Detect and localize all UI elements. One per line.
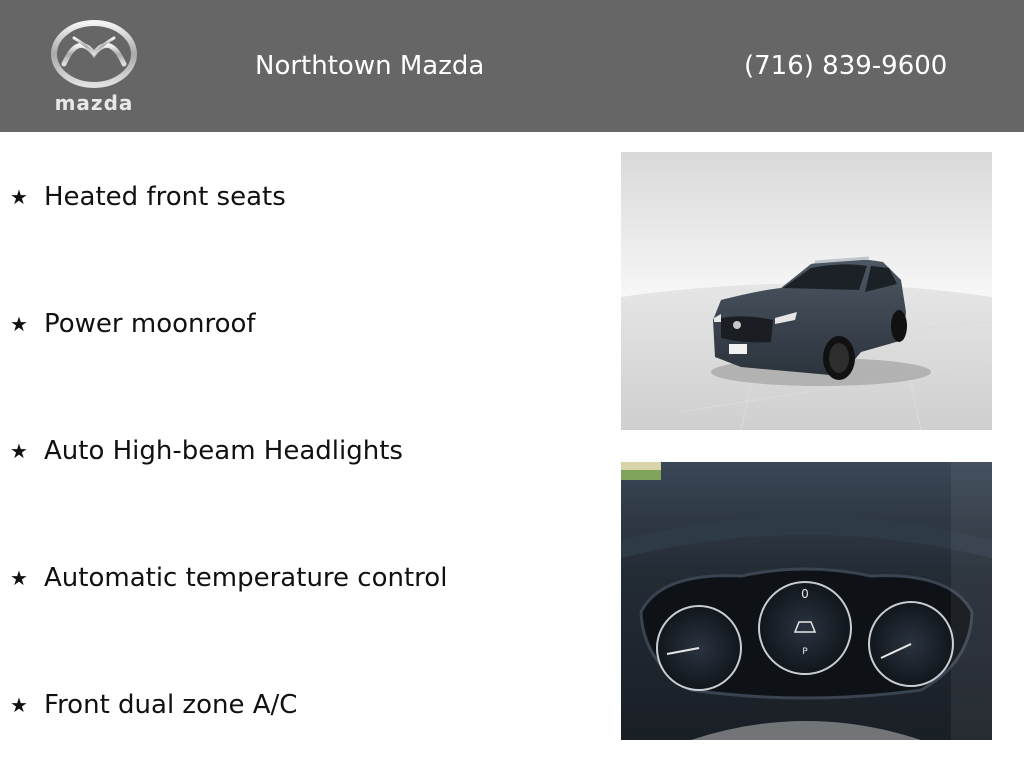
feature-label: Power moonroof	[44, 309, 256, 339]
star-icon: ★	[10, 566, 28, 590]
feature-label: Front dual zone A/C	[44, 690, 298, 720]
header-bar	[0, 0, 1024, 132]
feature-item	[10, 177, 286, 217]
instrument-cluster-photo	[621, 462, 992, 740]
mazda-emblem-icon	[44, 18, 144, 90]
dealer-name: Northtown Mazda	[255, 51, 485, 81]
star-icon: ★	[10, 185, 28, 209]
star-icon: ★	[10, 693, 28, 717]
speed-reading: 0	[801, 587, 809, 601]
star-icon: ★	[10, 312, 28, 336]
feature-label: Heated front seats	[44, 182, 286, 212]
feature-item	[10, 304, 256, 344]
feature-label: Auto High-beam Headlights	[44, 436, 403, 466]
feature-item	[10, 431, 403, 471]
mazda-wordmark: mazda	[54, 91, 134, 115]
vehicle-exterior-photo	[621, 152, 992, 430]
feature-item	[10, 558, 447, 598]
feature-label: Automatic temperature control	[44, 563, 448, 593]
dealer-phone[interactable]: (716) 839-9600	[744, 51, 948, 81]
gear-indicator: P	[802, 647, 808, 657]
star-icon: ★	[10, 439, 28, 463]
feature-item	[10, 685, 297, 725]
mazda-logo	[44, 18, 144, 118]
